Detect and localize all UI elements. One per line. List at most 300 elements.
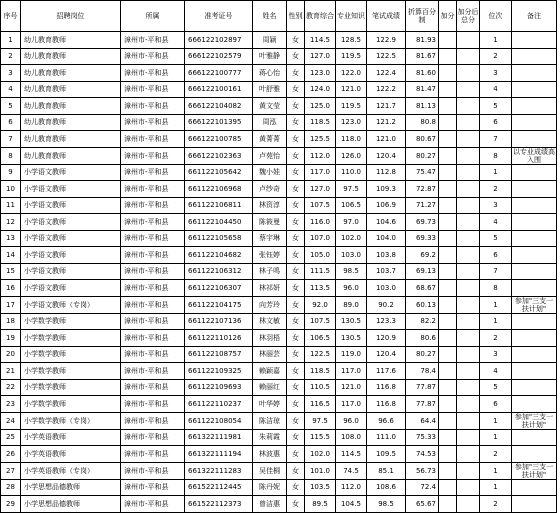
cell-remark [512,32,557,49]
cell-seq: 7 [1,131,21,148]
cell-rank: 1 [480,429,512,446]
cell-position: 小学英语教师 [21,429,121,446]
cell-education: 92.0 [305,296,336,313]
cell-total-after-bonus [457,412,480,429]
cell-total-after-bonus [457,147,480,164]
cell-rank: 4 [480,81,512,98]
table-row [1,197,557,214]
cell-education: 102.0 [305,446,336,463]
cell-rank: 2 [480,48,512,65]
cell-rank: 8 [480,280,512,297]
cell-gender: 女 [287,446,305,463]
cell-position: 幼儿教育教师 [21,98,121,115]
cell-rank: 5 [480,230,512,247]
cell-seq: 1 [1,32,21,49]
cell-total-after-bonus [457,65,480,82]
cell-exam-id: 666122102579 [185,48,253,65]
cell-region: 漳州市-平和县 [121,81,185,98]
cell-written-score: 109.5 [367,446,406,463]
cell-position: 幼儿教育教师 [21,147,121,164]
cell-professional: 130.5 [336,330,367,347]
cell-exam-id: 661322111283 [185,462,253,479]
cell-percentage: 68.67 [406,280,439,297]
cell-education: 97.5 [305,412,336,429]
cell-education: 123.0 [305,65,336,82]
cell-name: 周泓 [253,114,287,131]
cell-percentage: 78.4 [406,363,439,380]
table-row [1,479,557,496]
cell-written-score: 123.3 [367,313,406,330]
cell-remark [512,65,557,82]
cell-education: 101.0 [305,462,336,479]
cell-gender: 女 [287,131,305,148]
cell-remark: 以专业成绩高入围 [513,147,555,164]
cell-total-after-bonus [457,230,480,247]
cell-total-after-bonus [457,197,480,214]
cell-total-after-bonus [457,496,480,513]
cell-education: 116.5 [305,396,336,413]
cell-position: 小学语文教师 [21,263,121,280]
cell-professional: 123.0 [336,114,367,131]
cell-written-score: 122.4 [367,65,406,82]
table-row [1,65,557,82]
cell-region: 漳州市-平和县 [121,462,185,479]
cell-written-score: 96.6 [367,412,406,429]
cell-bonus [439,446,457,463]
cell-percentage: 81.93 [406,32,439,49]
cell-name: 林文敏 [253,313,287,330]
cell-remark [512,197,557,214]
cell-remark [512,263,557,280]
cell-rank: 1 [480,412,512,429]
cell-position: 小学思想品德教师 [21,479,121,496]
cell-professional: 130.5 [336,313,367,330]
cell-written-score: 112.8 [367,164,406,181]
cell-total-after-bonus [457,280,480,297]
cell-written-score: 108.6 [367,479,406,496]
cell-written-score: 103.8 [367,247,406,264]
cell-written-score: 122.5 [367,48,406,65]
cell-education: 105.0 [305,247,336,264]
cell-seq: 25 [1,429,21,446]
cell-position: 小学语文教师 [21,280,121,297]
cell-total-after-bonus [457,181,480,198]
cell-gender: 女 [287,181,305,198]
cell-name: 陈洁琼 [253,412,287,429]
header-bonus: 加分 [439,1,457,32]
cell-region: 漳州市-平和县 [121,131,185,148]
cell-name: 黄文莹 [253,98,287,115]
cell-education: 117.0 [305,164,336,181]
table-row [1,412,557,429]
cell-percentage: 65.67 [406,496,439,513]
cell-professional: 97.0 [336,214,367,231]
cell-gender: 女 [287,81,305,98]
cell-education: 116.0 [305,214,336,231]
cell-professional: 97.5 [336,181,367,198]
cell-exam-id: 661122110237 [185,396,253,413]
cell-region: 漳州市-平和县 [121,214,185,231]
cell-name: 蔡宇琳 [253,230,287,247]
cell-gender: 女 [287,462,305,479]
cell-total-after-bonus [457,247,480,264]
cell-written-score: 120.4 [367,147,406,164]
cell-remark [512,396,557,413]
cell-region: 漳州市-平和县 [121,313,185,330]
cell-exam-id: 666122100161 [185,81,253,98]
cell-percentage: 81.60 [406,65,439,82]
cell-bonus [439,479,457,496]
cell-education: 112.0 [305,147,336,164]
cell-seq: 27 [1,462,21,479]
cell-exam-id: 661122109693 [185,379,253,396]
cell-gender: 女 [287,247,305,264]
cell-bonus [439,396,457,413]
cell-name: 林丽芸 [253,346,287,363]
cell-education: 106.5 [305,330,336,347]
cell-gender: 女 [287,313,305,330]
cell-percentage: 64.4 [406,412,439,429]
cell-professional: 117.0 [336,396,367,413]
cell-rank: 2 [480,181,512,198]
cell-region: 漳州市-平和县 [121,379,185,396]
cell-seq: 14 [1,247,21,264]
cell-region: 漳州市-平和县 [121,330,185,347]
cell-total-after-bonus [457,164,480,181]
cell-exam-id: 661122105642 [185,164,253,181]
cell-exam-id: 661122104682 [185,247,253,264]
table-row [1,379,557,396]
cell-rank: 2 [480,496,512,513]
cell-written-score: 122.9 [367,32,406,49]
cell-name: 向芳玲 [253,296,287,313]
cell-exam-id: 666122100785 [185,131,253,148]
cell-total-after-bonus [457,446,480,463]
cell-region: 漳州市-平和县 [121,479,185,496]
cell-name: 蒋心怡 [253,65,287,82]
cell-region: 漳州市-平和县 [121,164,185,181]
cell-remark [512,330,557,347]
cell-remark [512,313,557,330]
cell-name: 黄菁菁 [253,131,287,148]
cell-education: 107.5 [305,197,336,214]
cell-total-after-bonus [457,131,480,148]
cell-name: 曾洁惠 [253,496,287,513]
cell-written-score: 104.6 [367,214,406,231]
cell-education: 114.5 [305,32,336,49]
cell-bonus [439,147,457,164]
cell-seq: 11 [1,197,21,214]
cell-rank: 1 [480,164,512,181]
cell-name: 赖丽红 [253,379,287,396]
cell-region: 漳州市-平和县 [121,197,185,214]
cell-position: 小学语文教师 [21,197,121,214]
cell-gender: 女 [287,412,305,429]
cell-gender: 女 [287,114,305,131]
cell-name: 林波惠 [253,446,287,463]
cell-seq: 16 [1,280,21,297]
cell-written-score: 122.2 [367,81,406,98]
cell-name: 卢苑怡 [253,147,287,164]
cell-name: 叶雅静 [253,48,287,65]
cell-region: 漳州市-平和县 [121,147,185,164]
cell-region: 漳州市-平和县 [121,363,185,380]
table-row [1,296,557,313]
cell-total-after-bonus [457,396,480,413]
cell-bonus [439,164,457,181]
cell-education: 125.5 [305,131,336,148]
cell-seq: 20 [1,346,21,363]
header-written-score: 笔试成绩 [367,1,406,32]
cell-remark [512,496,557,513]
cell-remark [512,446,557,463]
cell-percentage: 71.27 [406,197,439,214]
cell-position: 小学数学教师 [21,379,121,396]
cell-professional: 96.0 [336,412,367,429]
cell-exam-id: 661122106811 [185,197,253,214]
cell-percentage: 80.27 [406,147,439,164]
cell-percentage: 69.2 [406,247,439,264]
cell-bonus [439,313,457,330]
cell-total-after-bonus [457,214,480,231]
cell-remark [512,214,557,231]
cell-gender: 女 [287,429,305,446]
table-row [1,247,557,264]
cell-total-after-bonus [457,98,480,115]
cell-education: 107.0 [305,230,336,247]
cell-percentage: 81.13 [406,98,439,115]
cell-region: 漳州市-平和县 [121,446,185,463]
table-row [1,330,557,347]
cell-region: 漳州市-平和县 [121,114,185,131]
cell-professional: 108.0 [336,429,367,446]
cell-seq: 5 [1,98,21,115]
cell-region: 漳州市-平和县 [121,98,185,115]
cell-written-score: 121.7 [367,98,406,115]
cell-remark [512,346,557,363]
cell-exam-id: 666122100777 [185,65,253,82]
cell-gender: 女 [287,280,305,297]
cell-percentage: 75.33 [406,429,439,446]
cell-exam-id: 661322111194 [185,446,253,463]
cell-rank: 4 [480,363,512,380]
cell-written-score: 121.2 [367,114,406,131]
cell-remark [512,131,557,148]
cell-gender: 女 [287,330,305,347]
cell-exam-id: 661122104450 [185,214,253,231]
cell-name: 林资淳 [253,197,287,214]
cell-bonus [439,98,457,115]
table-row [1,396,557,413]
cell-position: 小学思想品德教师 [21,496,121,513]
cell-total-after-bonus [457,313,480,330]
cell-name: 林子鸣 [253,263,287,280]
table-row [1,429,557,446]
cell-position: 小学语文教师（专岗） [21,296,121,313]
cell-exam-id: 661122108757 [185,346,253,363]
header-position: 招聘岗位 [21,1,121,32]
cell-bonus [439,330,457,347]
cell-seq: 19 [1,330,21,347]
cell-remark: 参加"三支一扶计划" [512,462,557,479]
cell-written-score: 98.5 [367,496,406,513]
cell-exam-id: 661122105658 [185,230,253,247]
cell-region: 漳州市-平和县 [121,412,185,429]
cell-professional: 119.0 [336,346,367,363]
table-row [1,214,557,231]
cell-written-score: 90.2 [367,296,406,313]
cell-education: 118.5 [305,114,336,131]
cell-seq: 22 [1,379,21,396]
cell-exam-id: 661122107136 [185,313,253,330]
header-gender: 性别 [287,1,305,32]
header-professional: 专业知识 [336,1,367,32]
cell-bonus [439,65,457,82]
cell-remark [512,479,557,496]
cell-rank: 2 [480,446,512,463]
cell-position: 幼儿教育教师 [21,131,121,148]
cell-gender: 女 [287,396,305,413]
cell-education: 113.5 [305,280,336,297]
cell-professional: 121.0 [336,379,367,396]
cell-gender: 女 [287,230,305,247]
cell-remark [512,164,557,181]
cell-rank: 5 [480,379,512,396]
cell-education: 110.5 [305,379,336,396]
cell-bonus [439,429,457,446]
cell-percentage: 80.8 [406,114,439,131]
cell-professional: 117.0 [336,363,367,380]
cell-region: 漳州市-平和县 [121,280,185,297]
cell-remark [512,247,557,264]
table-row [1,147,557,164]
cell-bonus [439,197,457,214]
cell-region: 漳州市-平和县 [121,296,185,313]
cell-percentage: 80.6 [406,330,439,347]
cell-position: 小学数学教师 [21,346,121,363]
cell-exam-id: 661522112373 [185,496,253,513]
cell-position: 幼儿教育教师 [21,48,121,65]
cell-gender: 女 [287,164,305,181]
cell-education: 127.0 [305,48,336,65]
cell-bonus [439,214,457,231]
cell-professional: 122.0 [336,65,367,82]
cell-region: 漳州市-平和县 [121,32,185,49]
cell-remark: 参加"三支一扶计划" [512,296,557,313]
cell-rank: 3 [480,197,512,214]
cell-gender: 女 [287,346,305,363]
cell-bonus [439,363,457,380]
cell-position: 小学数学教师 [21,313,121,330]
cell-name: 赖颖嘉 [253,363,287,380]
header-education: 教育综合 [305,1,336,32]
cell-remark [512,98,557,115]
cell-rank: 3 [480,65,512,82]
cell-professional: 106.5 [336,197,367,214]
cell-exam-id: 666122101395 [185,114,253,131]
table-row [1,363,557,380]
table-row [1,496,557,513]
cell-remark [512,429,557,446]
table-row [1,164,557,181]
cell-rank: 1 [480,32,512,49]
cell-percentage: 74.53 [406,446,439,463]
cell-rank: 1 [480,296,512,313]
cell-total-after-bonus [457,363,480,380]
table-row [1,48,557,65]
cell-bonus [439,181,457,198]
cell-education: 107.5 [305,313,336,330]
header-total-after-bonus: 加分后总分 [457,1,480,32]
cell-exam-id: 661122108054 [185,412,253,429]
cell-rank: 5 [480,98,512,115]
cell-education: 103.5 [305,479,336,496]
cell-remark [512,230,557,247]
cell-professional: 119.5 [336,98,367,115]
table-row [1,230,557,247]
header-name: 姓名 [253,1,287,32]
cell-professional: 110.0 [336,164,367,181]
cell-bonus [439,496,457,513]
cell-name: 朱莉霞 [253,429,287,446]
cell-position: 小学数学教师（专岗） [21,412,121,429]
cell-remark [512,48,557,65]
cell-remark [512,181,557,198]
cell-exam-id: 661122106312 [185,263,253,280]
cell-percentage: 60.13 [406,296,439,313]
cell-rank: 6 [480,247,512,264]
cell-professional: 102.0 [336,230,367,247]
cell-seq: 23 [1,396,21,413]
cell-position: 幼儿教育教师 [21,114,121,131]
cell-rank: 1 [480,462,512,479]
cell-position: 小学语文教师 [21,230,121,247]
cell-written-score: 104.0 [367,230,406,247]
cell-seq: 18 [1,313,21,330]
cell-gender: 女 [287,479,305,496]
cell-percentage: 81.67 [406,48,439,65]
cell-total-after-bonus [457,346,480,363]
cell-rank: 8 [480,147,512,164]
cell-seq: 28 [1,479,21,496]
cell-remark [512,81,557,98]
header-row [1,1,557,32]
cell-rank: 1 [480,313,512,330]
cell-seq: 17 [1,296,21,313]
cell-percentage: 69.33 [406,230,439,247]
cell-bonus [439,230,457,247]
cell-rank: 6 [480,396,512,413]
cell-total-after-bonus [457,429,480,446]
header-rank: 位次 [480,1,512,32]
cell-percentage: 72.4 [406,479,439,496]
table-row [1,181,557,198]
cell-education: 122.5 [305,346,336,363]
cell-name: 吴佳桐 [253,462,287,479]
cell-percentage: 75.47 [406,164,439,181]
cell-seq: 13 [1,230,21,247]
cell-professional: 103.0 [336,247,367,264]
cell-written-score: 116.8 [367,379,406,396]
cell-exam-id: 661122110126 [185,330,253,347]
cell-written-score: 120.9 [367,330,406,347]
cell-written-score: 120.4 [367,346,406,363]
cell-total-after-bonus [457,479,480,496]
cell-seq: 15 [1,263,21,280]
cell-seq: 10 [1,181,21,198]
cell-percentage: 77.87 [406,396,439,413]
cell-name: 陈丹妮 [253,479,287,496]
